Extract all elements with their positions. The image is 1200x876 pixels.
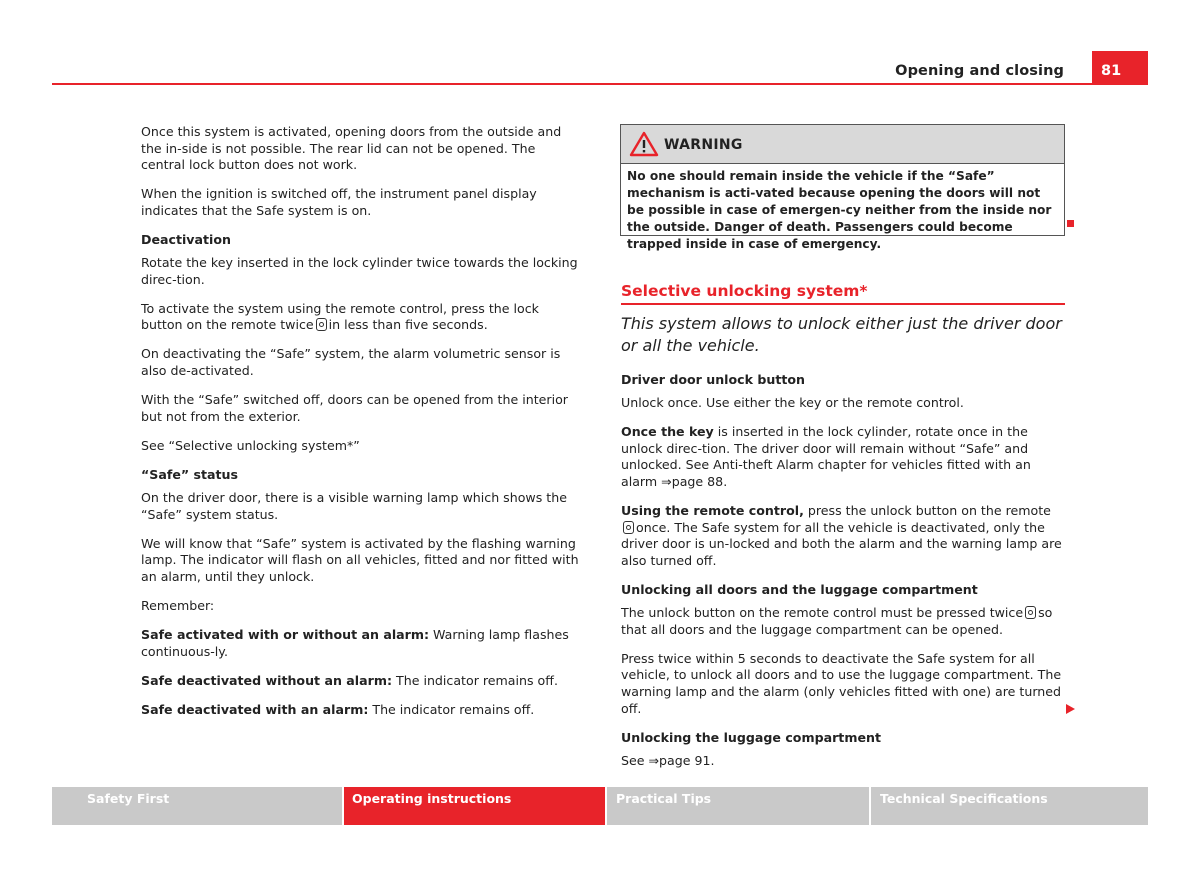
remember-item <box>141 702 581 719</box>
paragraph: Once this system is activated, opening doors from the outside and the in-side is not possible. The rear lid can not be opened. The central lock button does not work. <box>141 124 562 173</box>
paragraph-text: so that all doors and the luggage compartment can be opened. <box>621 605 1053 637</box>
paragraph <box>621 424 1065 490</box>
header-rule <box>52 83 1148 85</box>
warning-header <box>621 125 1064 164</box>
left-column <box>141 124 581 731</box>
paragraph: Unlock once. Use either the key or the remote control. <box>621 395 964 411</box>
paragraph: On the driver door, there is a visible warning lamp which shows the “Safe” system status. <box>141 490 567 522</box>
luggage-heading: Unlocking the luggage compartment <box>621 729 881 745</box>
paragraph-text: To activate the system using the remote control, press the lock button on the remote twice <box>141 300 539 333</box>
right-column <box>621 372 1065 782</box>
paragraph: Rotate the key inserted in the lock cylinder twice towards the locking direc-tion. <box>141 255 578 287</box>
section-intro: This system allows to unlock either just the driver door or all the vehicle. <box>621 314 1062 355</box>
paragraph <box>141 301 581 334</box>
remote-key-icon <box>1025 606 1036 619</box>
paragraph: On deactivating the “Safe” system, the alarm volumetric sensor is also de-activated. <box>141 346 561 379</box>
remember-item-text: The indicator remains off. <box>372 701 535 717</box>
tab-operating-instructions[interactable]: Operating instructions <box>344 787 605 825</box>
paragraph: See ⇒page 91. <box>621 752 715 768</box>
remember-item-text: Warning lamp flashes continuous-ly. <box>141 627 569 659</box>
tab-safety-first[interactable]: Safety First <box>52 787 342 825</box>
chapter-title: Opening and closing <box>895 63 1064 79</box>
paragraph-lead: Once the key <box>621 424 714 440</box>
paragraph-text: press the unlock button on the remote <box>807 503 1051 519</box>
paragraph: See “Selective unlocking system*” <box>141 437 360 453</box>
warning-text: No one should remain inside the vehicle if the “Safe” mechanism is acti-vated because opening the doors will not be possible in case of emergen-cy neither from the inside nor the outside. Danger of death. Passengers could become trapped inside in case of emergency. <box>627 169 1052 251</box>
safe-status-heading: “Safe” status <box>141 466 239 482</box>
warning-triangle-icon <box>629 131 659 157</box>
section-rule <box>621 303 1065 305</box>
remember-item-label: Safe activated with or without an alarm: <box>141 627 430 643</box>
paragraph-text: is inserted in the lock cylinder, rotate once in the unlock direc-tion. The driver door will remain without “Safe” and unlocked. See Anti-theft Alarm chapter for vehicles fitted with an alarm ⇒page 88. <box>621 424 1031 489</box>
page-number: 81 <box>1092 51 1148 85</box>
tab-practical-tips[interactable]: Practical Tips <box>607 787 869 825</box>
paragraph: When the ignition is switched off, the instrument panel display indicates that the Safe system is on. <box>141 186 537 218</box>
paragraph: Remember: <box>141 597 215 613</box>
deactivation-heading: Deactivation <box>141 231 231 247</box>
footer-tabs <box>52 787 1148 825</box>
remember-item <box>141 627 581 660</box>
paragraph-text: once. The Safe system for all the vehicle is deactivated, only the driver door is un-locked and both the alarm and the warning lamp are also turned off. <box>621 519 1062 568</box>
remember-item-label: Safe deactivated with an alarm: <box>141 701 369 717</box>
paragraph-text: in less than five seconds. <box>328 317 488 333</box>
all-doors-heading: Unlocking all doors and the luggage compartment <box>621 581 978 597</box>
remember-item-text: The indicator remains off. <box>396 672 558 688</box>
warning-title: WARNING <box>664 137 743 153</box>
paragraph <box>621 503 1065 569</box>
paragraph: With the “Safe” switched off, doors can be opened from the interior but not from the exterior. <box>141 392 568 424</box>
remote-key-icon <box>316 318 327 331</box>
paragraph <box>621 605 1065 638</box>
end-of-section-square-icon <box>1067 220 1074 227</box>
next-page-arrow-icon <box>1066 704 1075 714</box>
warning-box <box>620 124 1065 251</box>
paragraph-lead: Using the remote control, <box>621 503 804 519</box>
remote-key-icon <box>623 521 634 534</box>
paragraph-text: The unlock button on the remote control must be pressed twice <box>621 605 1024 621</box>
tab-technical-specifications[interactable]: Technical Specifications <box>871 787 1148 825</box>
remember-item <box>141 673 581 690</box>
driver-door-heading: Driver door unlock button <box>621 372 806 387</box>
section-title: Selective unlocking system* <box>621 282 868 300</box>
paragraph: Press twice within 5 seconds to deactivate the Safe system for all vehicle, to unlock all doors and to use the luggage compartment. The warning lamp and the alarm (only vehicles fitted with one) are turned off. <box>621 650 1062 716</box>
remember-item-label: Safe deactivated without an alarm: <box>141 672 392 688</box>
paragraph: We will know that “Safe” system is activated by the flashing warning lamp. The indicator will flash on all vehicles, fitted and nor fitted with an alarm, until they unlock. <box>141 535 579 584</box>
